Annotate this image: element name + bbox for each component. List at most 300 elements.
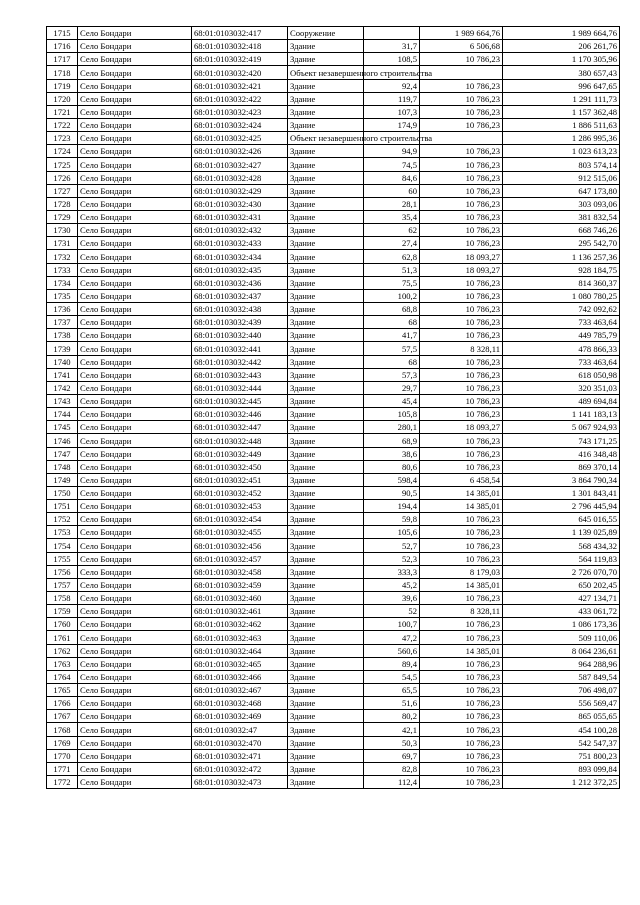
table-row	[47, 210, 620, 223]
row-number: 1772	[47, 776, 78, 789]
cadastral-value-cell: 542 547,37	[503, 736, 620, 749]
table-row	[47, 684, 620, 697]
specific-value-cell: 6 458,54	[420, 473, 503, 486]
cadastral-value-cell: 1 989 664,76	[503, 27, 620, 40]
locality-cell: Село Бондари	[78, 158, 192, 171]
cadastral-number-cell: 68:01:0103032:438	[192, 302, 288, 315]
locality-cell: Село Бондари	[78, 776, 192, 789]
cadastral-number-cell: 68:01:0103032:464	[192, 644, 288, 657]
object-type-cell: Здание	[288, 53, 364, 66]
locality-cell: Село Бондари	[78, 762, 192, 775]
object-type-cell: Здание	[288, 263, 364, 276]
cadastral-value-cell: 454 100,28	[503, 723, 620, 736]
locality-cell: Село Бондари	[78, 132, 192, 145]
specific-value-cell: 10 786,23	[420, 394, 503, 407]
table-row	[47, 53, 620, 66]
object-type-cell: Здание	[288, 421, 364, 434]
cadastral-number-cell: 68:01:0103032:470	[192, 736, 288, 749]
row-number: 1767	[47, 710, 78, 723]
cadastral-number-cell: 68:01:0103032:465	[192, 657, 288, 670]
row-number: 1762	[47, 644, 78, 657]
table-row	[47, 237, 620, 250]
area-cell: 107,3	[364, 105, 420, 118]
area-cell: 92,4	[364, 79, 420, 92]
table-row	[47, 329, 620, 342]
area-cell: 105,8	[364, 408, 420, 421]
object-type-cell: Здание	[288, 486, 364, 499]
cadastral-value-cell: 295 542,70	[503, 237, 620, 250]
area-cell: 82,8	[364, 762, 420, 775]
table-row	[47, 513, 620, 526]
object-type-cell: Здание	[288, 684, 364, 697]
cadastral-value-cell: 1 141 183,13	[503, 408, 620, 421]
table-row	[47, 762, 620, 775]
row-number: 1726	[47, 171, 78, 184]
object-type-cell: Сооружение	[288, 27, 364, 40]
table-row	[47, 302, 620, 315]
row-number: 1730	[47, 224, 78, 237]
table-row	[47, 92, 620, 105]
area-cell: 31,7	[364, 40, 420, 53]
area-cell: 62	[364, 224, 420, 237]
area-cell: 57,3	[364, 368, 420, 381]
specific-value-cell: 18 093,27	[420, 421, 503, 434]
table-row	[47, 368, 620, 381]
locality-cell: Село Бондари	[78, 421, 192, 434]
object-type-cell: Здание	[288, 250, 364, 263]
area-cell: 52,3	[364, 552, 420, 565]
specific-value-cell: 10 786,23	[420, 276, 503, 289]
object-type-cell: Здание	[288, 224, 364, 237]
table-row	[47, 447, 620, 460]
specific-value-cell: 10 786,23	[420, 460, 503, 473]
specific-value-cell: 10 786,23	[420, 434, 503, 447]
row-number: 1728	[47, 197, 78, 210]
cadastral-number-cell: 68:01:0103032:419	[192, 53, 288, 66]
locality-cell: Село Бондари	[78, 263, 192, 276]
table-row	[47, 118, 620, 131]
cadastral-value-cell: 668 746,26	[503, 224, 620, 237]
locality-cell: Село Бондари	[78, 736, 192, 749]
cadastral-value-cell: 733 463,64	[503, 355, 620, 368]
area-cell: 39,6	[364, 592, 420, 605]
specific-value-cell: 10 786,23	[420, 723, 503, 736]
row-number: 1736	[47, 302, 78, 315]
object-type-cell: Здание	[288, 447, 364, 460]
object-type-cell: Здание	[288, 145, 364, 158]
row-number: 1761	[47, 631, 78, 644]
row-number: 1752	[47, 513, 78, 526]
locality-cell: Село Бондари	[78, 40, 192, 53]
locality-cell: Село Бондари	[78, 657, 192, 670]
cadastral-number-cell: 68:01:0103032:461	[192, 605, 288, 618]
object-type-cell: Здание	[288, 565, 364, 578]
cadastral-number-cell: 68:01:0103032:433	[192, 237, 288, 250]
specific-value-cell: 10 786,23	[420, 145, 503, 158]
area-cell: 108,5	[364, 53, 420, 66]
area-cell	[364, 27, 420, 40]
locality-cell: Село Бондари	[78, 565, 192, 578]
cadastral-number-cell: 68:01:0103032:442	[192, 355, 288, 368]
table-row	[47, 736, 620, 749]
row-number: 1748	[47, 460, 78, 473]
specific-value-cell: 10 786,23	[420, 684, 503, 697]
row-number: 1751	[47, 500, 78, 513]
specific-value-cell: 10 786,23	[420, 618, 503, 631]
cadastral-number-cell: 68:01:0103032:459	[192, 578, 288, 591]
table-row	[47, 276, 620, 289]
table-row	[47, 644, 620, 657]
locality-cell: Село Бондари	[78, 302, 192, 315]
row-number: 1720	[47, 92, 78, 105]
row-number: 1753	[47, 526, 78, 539]
cadastral-value-cell: 433 061,72	[503, 605, 620, 618]
specific-value-cell: 10 786,23	[420, 224, 503, 237]
locality-cell: Село Бондари	[78, 276, 192, 289]
cadastral-value-cell: 2 796 445,94	[503, 500, 620, 513]
object-type-cell: Здание	[288, 578, 364, 591]
row-number: 1755	[47, 552, 78, 565]
row-number: 1750	[47, 486, 78, 499]
cadastral-number-cell: 68:01:0103032:439	[192, 316, 288, 329]
row-number: 1770	[47, 749, 78, 762]
row-number: 1721	[47, 105, 78, 118]
area-cell: 28,1	[364, 197, 420, 210]
row-number: 1747	[47, 447, 78, 460]
table-row	[47, 394, 620, 407]
object-type-cell: Здание	[288, 618, 364, 631]
area-cell: 62,8	[364, 250, 420, 263]
locality-cell: Село Бондари	[78, 66, 192, 79]
row-number: 1759	[47, 605, 78, 618]
area-cell: 119,7	[364, 92, 420, 105]
cadastral-number-cell: 68:01:0103032:458	[192, 565, 288, 578]
table-row	[47, 381, 620, 394]
object-type-cell: Здание	[288, 92, 364, 105]
cadastral-value-cell: 1 286 995,36	[503, 132, 620, 145]
cadastral-value-cell: 1 170 305,96	[503, 53, 620, 66]
cadastral-number-cell: 68:01:0103032:454	[192, 513, 288, 526]
specific-value-cell: 10 786,23	[420, 539, 503, 552]
area-cell: 80,6	[364, 460, 420, 473]
cadastral-number-cell: 68:01:0103032:428	[192, 171, 288, 184]
specific-value-cell: 10 786,23	[420, 105, 503, 118]
locality-cell: Село Бондари	[78, 118, 192, 131]
table-row	[47, 670, 620, 683]
object-type-cell: Здание	[288, 329, 364, 342]
cadastral-value-cell: 416 348,48	[503, 447, 620, 460]
specific-value-cell: 10 786,23	[420, 513, 503, 526]
table-row	[47, 171, 620, 184]
table-row	[47, 565, 620, 578]
area-cell: 112,4	[364, 776, 420, 789]
cadastral-value-cell: 427 134,71	[503, 592, 620, 605]
area-cell: 89,4	[364, 657, 420, 670]
area-cell: 598,4	[364, 473, 420, 486]
area-cell: 194,4	[364, 500, 420, 513]
table-row	[47, 473, 620, 486]
area-cell: 280,1	[364, 421, 420, 434]
cadastral-value-cell: 814 360,37	[503, 276, 620, 289]
locality-cell: Село Бондари	[78, 486, 192, 499]
cadastral-value-cell: 381 832,54	[503, 210, 620, 223]
row-number: 1768	[47, 723, 78, 736]
area-cell: 59,8	[364, 513, 420, 526]
specific-value-cell: 10 786,23	[420, 118, 503, 131]
cadastral-value-cell: 645 016,55	[503, 513, 620, 526]
area-cell: 68,9	[364, 434, 420, 447]
cadastral-number-cell: 68:01:0103032:452	[192, 486, 288, 499]
object-type-cell: Здание	[288, 210, 364, 223]
area-cell: 68	[364, 355, 420, 368]
object-type-cell: Здание	[288, 289, 364, 302]
cadastral-number-cell: 68:01:0103032:418	[192, 40, 288, 53]
cadastral-value-cell: 206 261,76	[503, 40, 620, 53]
table-row	[47, 723, 620, 736]
specific-value-cell: 14 385,01	[420, 644, 503, 657]
table-row	[47, 250, 620, 263]
row-number: 1722	[47, 118, 78, 131]
row-number: 1760	[47, 618, 78, 631]
specific-value-cell: 10 786,23	[420, 552, 503, 565]
cadastral-number-cell: 68:01:0103032:425	[192, 132, 288, 145]
row-number: 1742	[47, 381, 78, 394]
locality-cell: Село Бондари	[78, 749, 192, 762]
specific-value-cell: 8 328,11	[420, 342, 503, 355]
cadastral-value-cell: 928 184,75	[503, 263, 620, 276]
locality-cell: Село Бондари	[78, 355, 192, 368]
table-row	[47, 132, 620, 145]
table-row	[47, 776, 620, 789]
object-type-cell: Здание	[288, 381, 364, 394]
specific-value-cell: 14 385,01	[420, 500, 503, 513]
object-type-cell: Здание	[288, 762, 364, 775]
locality-cell: Село Бондари	[78, 27, 192, 40]
area-cell: 54,5	[364, 670, 420, 683]
cadastral-value-cell: 449 785,79	[503, 329, 620, 342]
locality-cell: Село Бондари	[78, 618, 192, 631]
cadastral-value-cell: 564 119,83	[503, 552, 620, 565]
locality-cell: Село Бондари	[78, 526, 192, 539]
table-row	[47, 40, 620, 53]
specific-value-cell: 10 786,23	[420, 697, 503, 710]
object-type-cell: Здание	[288, 526, 364, 539]
cadastral-value-cell: 1 886 511,63	[503, 118, 620, 131]
specific-value-cell: 10 786,23	[420, 670, 503, 683]
cadastral-value-cell: 568 434,32	[503, 539, 620, 552]
area-cell: 174,9	[364, 118, 420, 131]
row-number: 1744	[47, 408, 78, 421]
object-type-cell: Здание	[288, 79, 364, 92]
cadastral-value-cell: 509 110,06	[503, 631, 620, 644]
locality-cell: Село Бондари	[78, 342, 192, 355]
locality-cell: Село Бондари	[78, 408, 192, 421]
specific-value-cell: 10 786,23	[420, 289, 503, 302]
area-cell: 75,5	[364, 276, 420, 289]
row-number: 1717	[47, 53, 78, 66]
cadastral-value-cell: 647 173,80	[503, 184, 620, 197]
area-cell: 80,2	[364, 710, 420, 723]
table-row	[47, 552, 620, 565]
object-type-cell: Здание	[288, 342, 364, 355]
cadastral-value-cell: 587 849,54	[503, 670, 620, 683]
specific-value-cell: 10 786,23	[420, 657, 503, 670]
area-cell: 74,5	[364, 158, 420, 171]
table-row	[47, 27, 620, 40]
object-type-cell: Здание	[288, 276, 364, 289]
specific-value-cell: 6 506,68	[420, 40, 503, 53]
object-type-cell: Здание	[288, 394, 364, 407]
row-number: 1754	[47, 539, 78, 552]
cadastral-value-cell: 743 171,25	[503, 434, 620, 447]
specific-value-cell: 18 093,27	[420, 263, 503, 276]
cadastral-value-cell: 751 800,23	[503, 749, 620, 762]
locality-cell: Село Бондари	[78, 394, 192, 407]
cadastral-value-cell: 5 067 924,93	[503, 421, 620, 434]
cadastral-value-cell: 996 647,65	[503, 79, 620, 92]
row-number: 1733	[47, 263, 78, 276]
specific-value-cell: 10 786,23	[420, 184, 503, 197]
cadastral-number-cell: 68:01:0103032:471	[192, 749, 288, 762]
cadastral-value-cell: 1 212 372,25	[503, 776, 620, 789]
row-number: 1723	[47, 132, 78, 145]
table-row	[47, 316, 620, 329]
object-type-cell: Здание	[288, 710, 364, 723]
cadastral-value-cell: 3 864 790,34	[503, 473, 620, 486]
object-type-cell: Здание	[288, 316, 364, 329]
row-number: 1739	[47, 342, 78, 355]
area-cell: 90,5	[364, 486, 420, 499]
row-number: 1766	[47, 697, 78, 710]
specific-value-cell: 10 786,23	[420, 210, 503, 223]
object-type-cell: Здание	[288, 605, 364, 618]
object-type-cell: Здание	[288, 631, 364, 644]
cadastral-number-cell: 68:01:0103032:421	[192, 79, 288, 92]
row-number: 1724	[47, 145, 78, 158]
cadastral-value-cell: 1 291 111,73	[503, 92, 620, 105]
locality-cell: Село Бондари	[78, 79, 192, 92]
cadastral-number-cell: 68:01:0103032:437	[192, 289, 288, 302]
specific-value-cell: 10 786,23	[420, 592, 503, 605]
table-row	[47, 184, 620, 197]
locality-cell: Село Бондари	[78, 513, 192, 526]
cadastral-number-cell: 68:01:0103032:449	[192, 447, 288, 460]
area-cell: 50,3	[364, 736, 420, 749]
locality-cell: Село Бондари	[78, 92, 192, 105]
specific-value-cell: 10 786,23	[420, 355, 503, 368]
cadastral-value-cell: 803 574,14	[503, 158, 620, 171]
row-number: 1764	[47, 670, 78, 683]
table-row	[47, 618, 620, 631]
table-row	[47, 710, 620, 723]
locality-cell: Село Бондари	[78, 644, 192, 657]
row-number: 1735	[47, 289, 78, 302]
area-cell: 38,6	[364, 447, 420, 460]
object-type-cell: Здание	[288, 460, 364, 473]
cadastral-value-cell: 303 093,06	[503, 197, 620, 210]
table-row	[47, 224, 620, 237]
cadastral-value-cell: 320 351,03	[503, 381, 620, 394]
area-cell: 42,1	[364, 723, 420, 736]
row-number: 1765	[47, 684, 78, 697]
area-cell: 57,5	[364, 342, 420, 355]
cadastral-number-cell: 68:01:0103032:468	[192, 697, 288, 710]
table-row	[47, 539, 620, 552]
cadastral-number-cell: 68:01:0103032:455	[192, 526, 288, 539]
area-cell: 333,3	[364, 565, 420, 578]
row-number: 1716	[47, 40, 78, 53]
locality-cell: Село Бондари	[78, 368, 192, 381]
row-number: 1746	[47, 434, 78, 447]
object-type-cell: Здание	[288, 237, 364, 250]
cadastral-value-cell: 1 157 362,48	[503, 105, 620, 118]
table-row	[47, 500, 620, 513]
specific-value-cell: 10 786,23	[420, 92, 503, 105]
cadastral-value-cell: 1 136 257,36	[503, 250, 620, 263]
table-row	[47, 749, 620, 762]
locality-cell: Село Бондари	[78, 53, 192, 66]
table-row	[47, 145, 620, 158]
cadastral-number-cell: 68:01:0103032:457	[192, 552, 288, 565]
cadastral-number-cell: 68:01:0103032:426	[192, 145, 288, 158]
cadastral-number-cell: 68:01:0103032:420	[192, 66, 288, 79]
object-type-cell: Здание	[288, 368, 364, 381]
area-cell: 94,9	[364, 145, 420, 158]
table-row	[47, 421, 620, 434]
object-type-cell: Здание	[288, 592, 364, 605]
row-number: 1719	[47, 79, 78, 92]
area-cell: 100,7	[364, 618, 420, 631]
object-type-cell: Здание	[288, 749, 364, 762]
table-row	[47, 158, 620, 171]
locality-cell: Село Бондари	[78, 710, 192, 723]
area-cell: 27,4	[364, 237, 420, 250]
cadastral-number-cell: 68:01:0103032:440	[192, 329, 288, 342]
cadastral-value-cell: 1 086 173,36	[503, 618, 620, 631]
cadastral-value-cell: 380 657,43	[503, 66, 620, 79]
locality-cell: Село Бондари	[78, 316, 192, 329]
specific-value-cell: 10 786,23	[420, 79, 503, 92]
row-number: 1763	[47, 657, 78, 670]
object-type-cell: Здание	[288, 776, 364, 789]
object-type-cell: Здание	[288, 118, 364, 131]
area-cell: 52	[364, 605, 420, 618]
object-type-cell: Объект незавершенного строительства	[288, 132, 364, 145]
locality-cell: Село Бондари	[78, 434, 192, 447]
table-row	[47, 578, 620, 591]
object-type-cell: Здание	[288, 697, 364, 710]
area-cell: 105,6	[364, 526, 420, 539]
cadastral-number-cell: 68:01:0103032:467	[192, 684, 288, 697]
cadastral-number-cell: 68:01:0103032:444	[192, 381, 288, 394]
cadastral-value-cell: 556 569,47	[503, 697, 620, 710]
area-cell: 65,5	[364, 684, 420, 697]
locality-cell: Село Бондари	[78, 210, 192, 223]
row-number: 1732	[47, 250, 78, 263]
specific-value-cell: 10 786,23	[420, 316, 503, 329]
cadastral-number-cell: 68:01:0103032:441	[192, 342, 288, 355]
cadastral-number-cell: 68:01:0103032:446	[192, 408, 288, 421]
cadastral-value-cell: 742 092,62	[503, 302, 620, 315]
table-row	[47, 486, 620, 499]
cadastral-number-cell: 68:01:0103032:434	[192, 250, 288, 263]
cadastral-number-cell: 68:01:0103032:422	[192, 92, 288, 105]
area-cell: 29,7	[364, 381, 420, 394]
cadastral-number-cell: 68:01:0103032:435	[192, 263, 288, 276]
area-cell: 45,2	[364, 578, 420, 591]
table-row	[47, 592, 620, 605]
specific-value-cell: 10 786,23	[420, 736, 503, 749]
